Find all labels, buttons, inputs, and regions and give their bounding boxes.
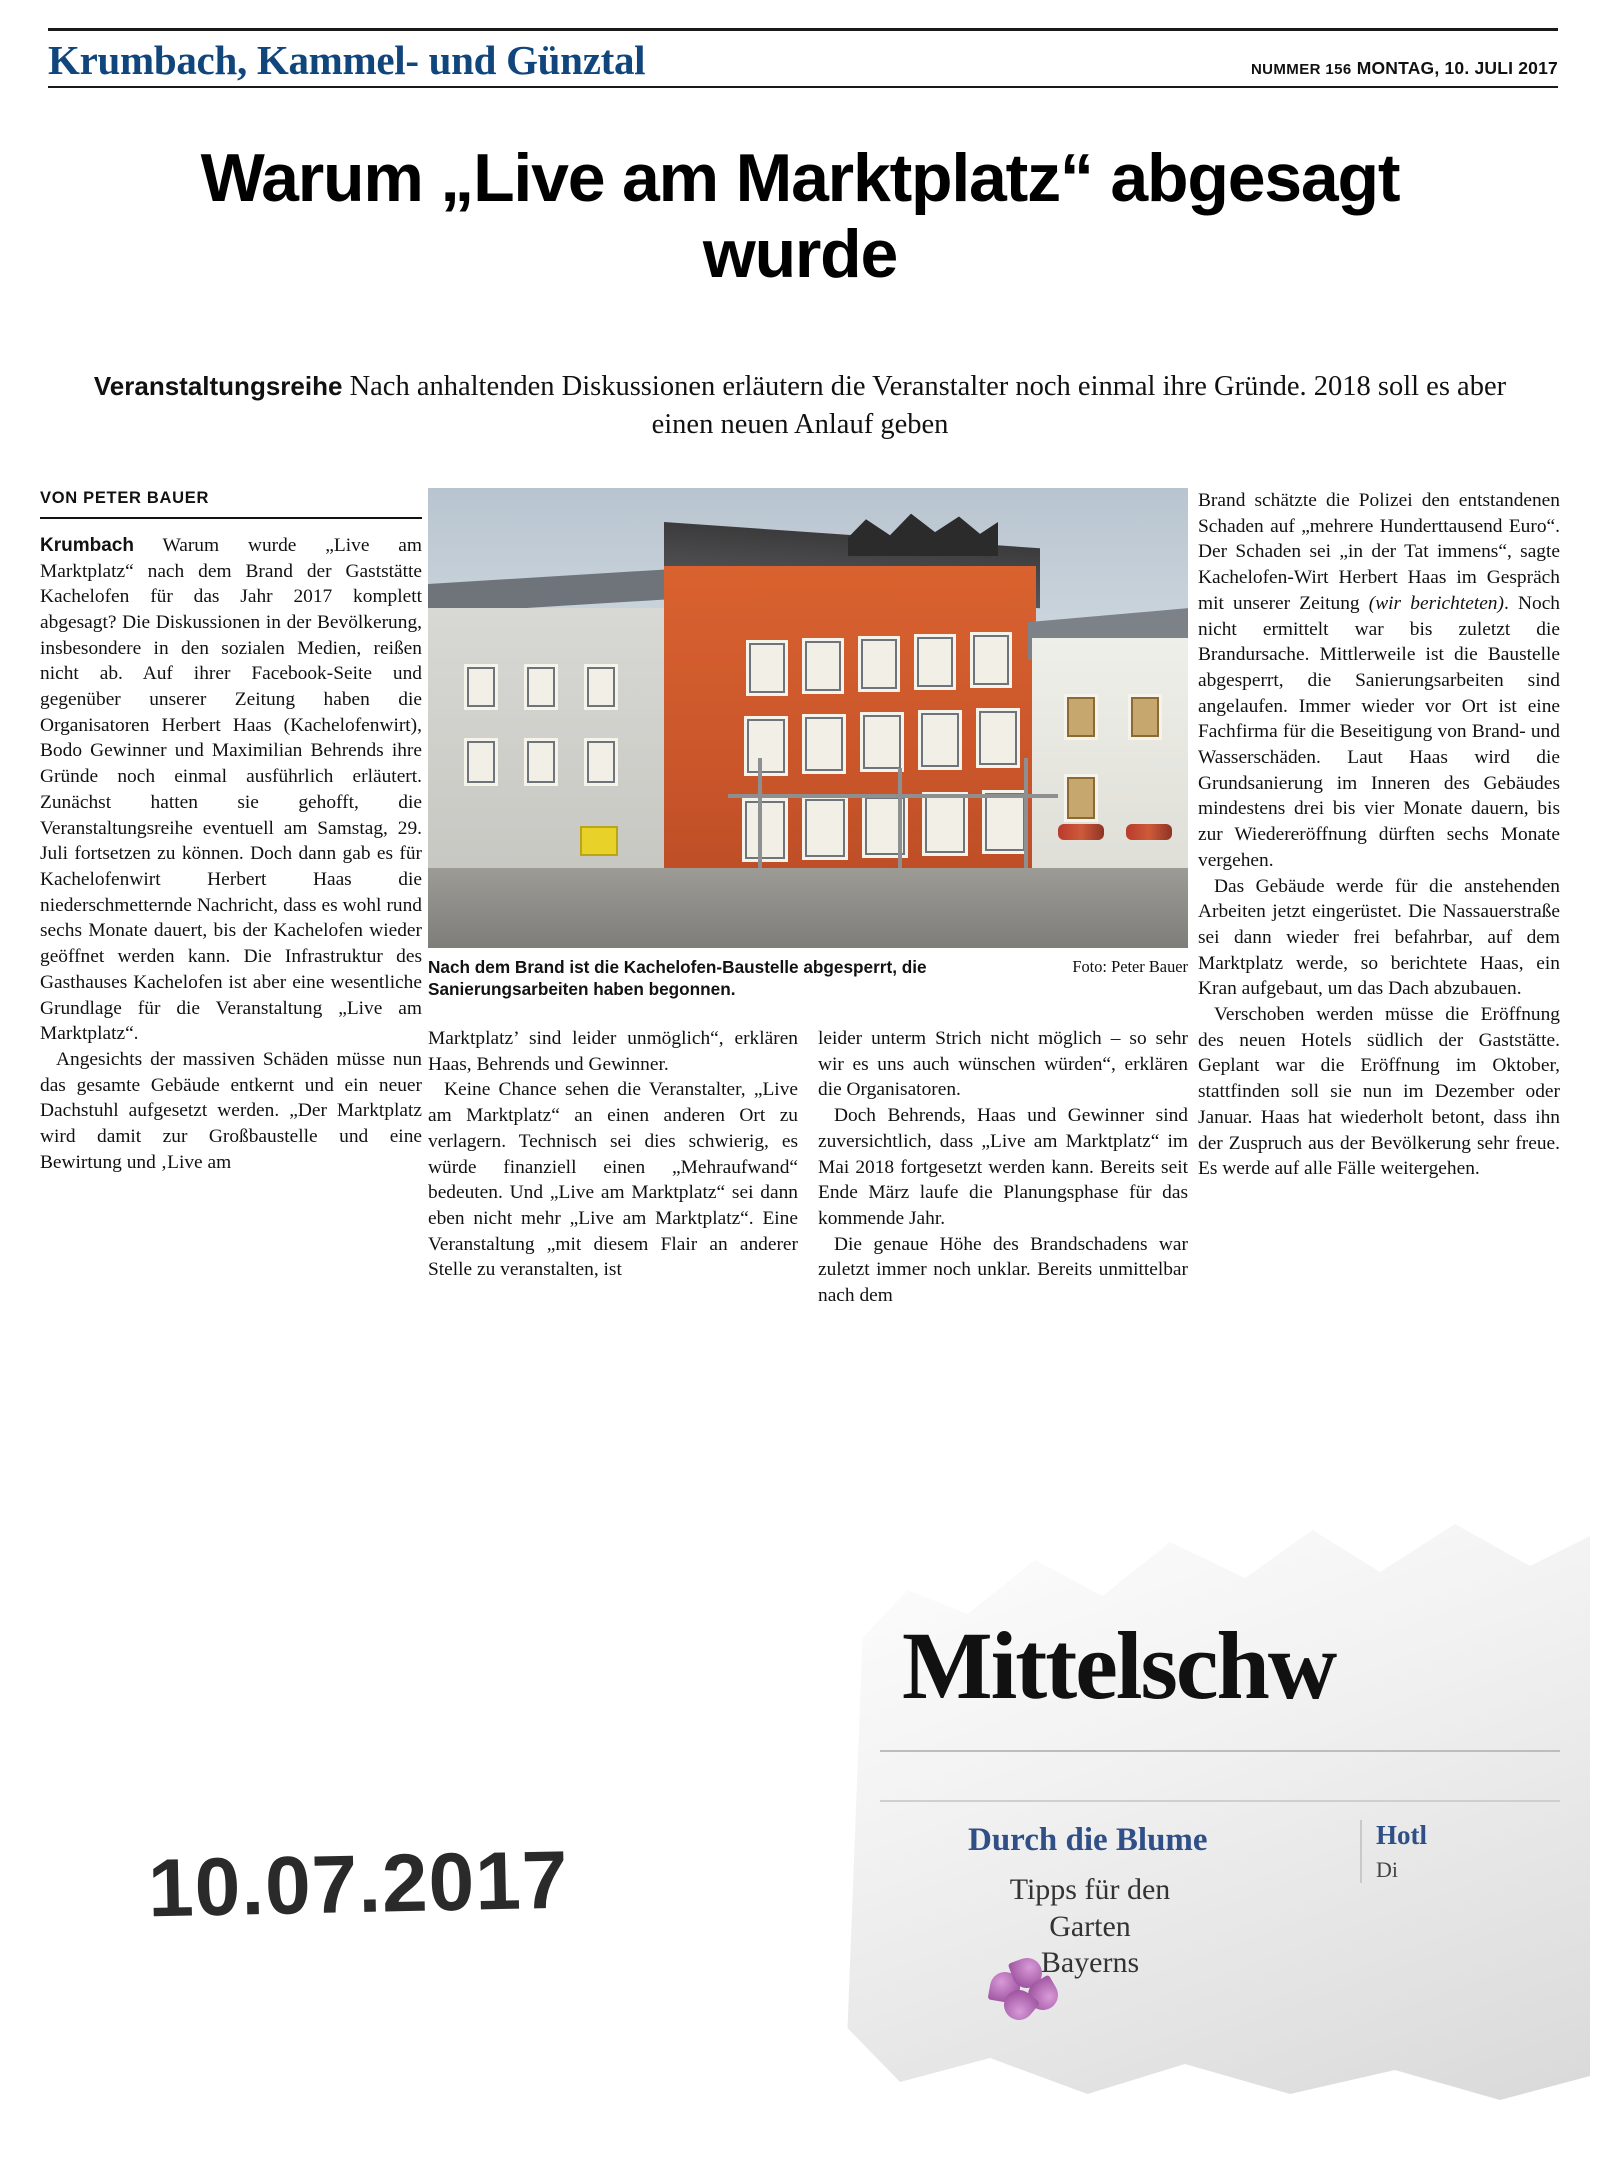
torn-paper-title: Mittelschw xyxy=(902,1612,1336,1719)
paragraph: Doch Behrends, Haas und Gewinner sind zuversichtlich, dass „Live am Marktplatz“ im Mai 2018 fortgesetzt werden kann. Bereits seit Ende März laufe die Planungsphase für das kommende Jahr. xyxy=(818,1105,1188,1229)
masthead xyxy=(48,28,1558,88)
photo-window xyxy=(744,716,788,776)
byline: VON PETER BAUER xyxy=(40,488,422,519)
paragraph xyxy=(1198,488,1560,874)
photo-window xyxy=(1064,694,1098,740)
photo-caption xyxy=(428,956,1188,1000)
photo-window xyxy=(584,664,618,710)
body-column-3 xyxy=(818,1026,1188,1309)
torn-paper-graphic xyxy=(840,1500,1590,2100)
date-stamp-overlay: 10.07.2017 xyxy=(147,1834,570,1935)
photo-window xyxy=(802,638,844,694)
paragraph: Verschoben werden müsse die Eröffnung des neuen Hotels südlich der Gaststätte. Geplant war die Eröffnung im Oktober, stattfinden soll sie nun im Dezember oder Januar. Haas hat wiederholt betont, dass ihn der Zuspruch aus der Bevölkerung sehr freue. Es werde auf alle Fälle weitergehen. xyxy=(1198,1004,1560,1180)
body-column-4 xyxy=(1198,488,1560,1182)
torn-paper-subtitle: Durch die Blume xyxy=(968,1822,1208,1858)
torn-paper-right-title: Hotl xyxy=(1376,1820,1427,1850)
photo-warning-sign xyxy=(580,826,618,856)
paragraph-text: Brand schätzte die Polizei den entstandenen Schaden auf „mehrere Hunderttausend Euro“. Der Schaden sei „in der Tat immens“, sagte Kachelofen-Wirt Herbert Haas im Gespräch mit unserer Zeitung xyxy=(1198,490,1560,614)
torn-paper-rule xyxy=(880,1750,1560,1752)
photo-caption-text: Nach dem Brand ist die Kachelofen-Baustelle abgesperrt, die Sanierungsarbeiten haben begonnen. xyxy=(428,957,927,1000)
article-subhead xyxy=(90,368,1510,444)
torn-paper-right-text: Di xyxy=(1376,1857,1398,1882)
photo-window xyxy=(524,738,558,786)
paragraph-text: Warum wurde „Live am Marktplatz“ nach dem Brand der Gaststätte Kachelofen für das Jahr 2017 komplett abgesagt? Die Diskussionen in der Bevölkerung, insbesondere in den sozialen Medien, reißen nicht ab. Auf ihrer Facebook-Seite und gegenüber unserer Zeitung haben die Organisatoren Herbert Haas (Kachelofenwirt), Bodo Gewinner und Maximilian Behrends ihre Gründe noch einmal ausführlich erläutert. Zunächst hatten sie gehofft, die Veranstaltungsreihe eventuell am Samstag, 29. Juli fortsetzen zu können. Doch dann gab es für Kachelofenwirt Herbert Haas die niederschmetternde Nachricht, dass es wohl rund sechs Monate dauert, bis der Kachelofen wieder geöffnet werden kann. Die Infrastruktur des Gasthauses Kachelofen ist aber eine wesentliche Grundlage für die Veranstaltung „Live am Marktplatz“. xyxy=(40,534,422,1045)
paragraph: Keine Chance sehen die Veranstalter, „Live am Marktplatz“ an einen anderen Ort zu verlagern. Technisch sei dies schwierig, es würde finanziell einen „Mehraufwand“ bedeuten. Und „Live am Marktplatz“ sei dann eben nicht mehr „Live am Marktplatz“. Eine Veranstaltung „mit diesem Flair an anderer Stelle zu veranstalten, ist xyxy=(428,1079,798,1281)
paragraph-italic: (wir berichteten) xyxy=(1368,592,1504,614)
photo-window xyxy=(918,710,962,770)
photo-window xyxy=(746,640,788,696)
issue-date: MONTAG, 10. JULI 2017 xyxy=(1356,58,1558,78)
photo-window xyxy=(464,664,498,710)
photo-window xyxy=(858,636,900,692)
body-column-2 xyxy=(428,1026,798,1283)
photo-flower-box xyxy=(1126,824,1172,840)
article-photo-block xyxy=(428,488,1188,1000)
photo-window xyxy=(922,792,968,856)
article-headline: Warum „Live am Marktplatz“ abgesagt wurde xyxy=(200,140,1400,293)
masthead-meta xyxy=(1251,58,1558,79)
torn-paper-rule xyxy=(880,1800,1560,1802)
paragraph xyxy=(40,533,422,1047)
photo-window xyxy=(860,712,904,772)
paragraph-text: . Noch nicht ermittelt war bis zuletzt die Brandursache. Mittlerweile ist die Baustelle abgesperrt, die Sanierungsarbeiten sind angelaufen. Immer wieder vor Ort ist eine Fachfirma für die Beseitigung von Brand- und Wasserschäden. Laut Haas wird die Grundsanierung im Inneren des Gebäudes mindestens drei bis vier Monate dauern, bis zur Wiedereröffnung dürften sechs Monate vergehen. xyxy=(1198,592,1560,871)
photo-flower-box xyxy=(1058,824,1104,840)
photo-window xyxy=(970,632,1012,688)
torn-paper-subtitle-2-text: Tipps für den Garten xyxy=(1009,1873,1171,1943)
photo-ground xyxy=(428,868,1188,948)
torn-paper-right-column xyxy=(1360,1820,1576,1883)
photo-window xyxy=(802,796,848,860)
paragraph: Marktplatz’ sind leider unmöglich“, erklären Haas, Behrends und Gewinner. xyxy=(428,1028,798,1075)
masthead-bottom-rule xyxy=(48,86,1558,88)
dateline-place: Krumbach xyxy=(40,534,134,556)
photo-window xyxy=(742,798,788,862)
paragraph: leider unterm Strich nicht möglich – so sehr wir es uns auch wünschen würden“, erklären die Organisatoren. xyxy=(818,1028,1188,1101)
photo-window xyxy=(1128,694,1162,740)
photo-window xyxy=(464,738,498,786)
photo-window xyxy=(914,634,956,690)
photo-scaffold-rail xyxy=(728,794,1058,798)
photo-window xyxy=(1064,774,1098,822)
photo-window xyxy=(976,708,1020,768)
subhead-text: Nach anhaltenden Diskussionen erläutern die Veranstalter noch einmal ihre Gründe. 2018 soll es aber einen neuen Anlauf geben xyxy=(342,371,1507,440)
paragraph: Angesichts der massiven Schäden müsse nun das gesamte Gebäude entkernt und ein neuer Dachstuhl aufgesetzt werden. „Der Marktplatz wird damit zur Großbaustelle und eine Bewirtung und ‚Live am xyxy=(40,1048,422,1173)
photo-credit: Foto: Peter Bauer xyxy=(1072,957,1188,976)
paragraph: Die genaue Höhe des Brandschadens war zuletzt immer noch unklar. Bereits unmittelbar nach dem xyxy=(818,1233,1188,1307)
body-column-1 xyxy=(40,488,422,1175)
subhead-kicker: Veranstaltungsreihe xyxy=(93,371,343,401)
torn-paper-flower-icon xyxy=(990,1958,1062,2020)
photo-window xyxy=(584,738,618,786)
masthead-title: Krumbach, Kammel- und Günztal xyxy=(48,37,646,83)
paragraph: Das Gebäude werde für die anstehenden Arbeiten jetzt eingerüstet. Die Nassauerstraße sei dann wieder frei befahrbar, auf dem Marktplatz werde, so berichtete Haas, ein Kran aufgebaut, um das Dach abzubauen. xyxy=(1198,875,1560,1000)
photo-window xyxy=(982,790,1028,854)
photo-window xyxy=(802,714,846,774)
torn-paper-subtitle-3-text: Bayerns xyxy=(1040,1946,1140,1980)
photo-kachelofen-construction-site xyxy=(428,488,1188,948)
issue-number: NUMMER 156 xyxy=(1250,61,1352,78)
photo-window xyxy=(524,664,558,710)
